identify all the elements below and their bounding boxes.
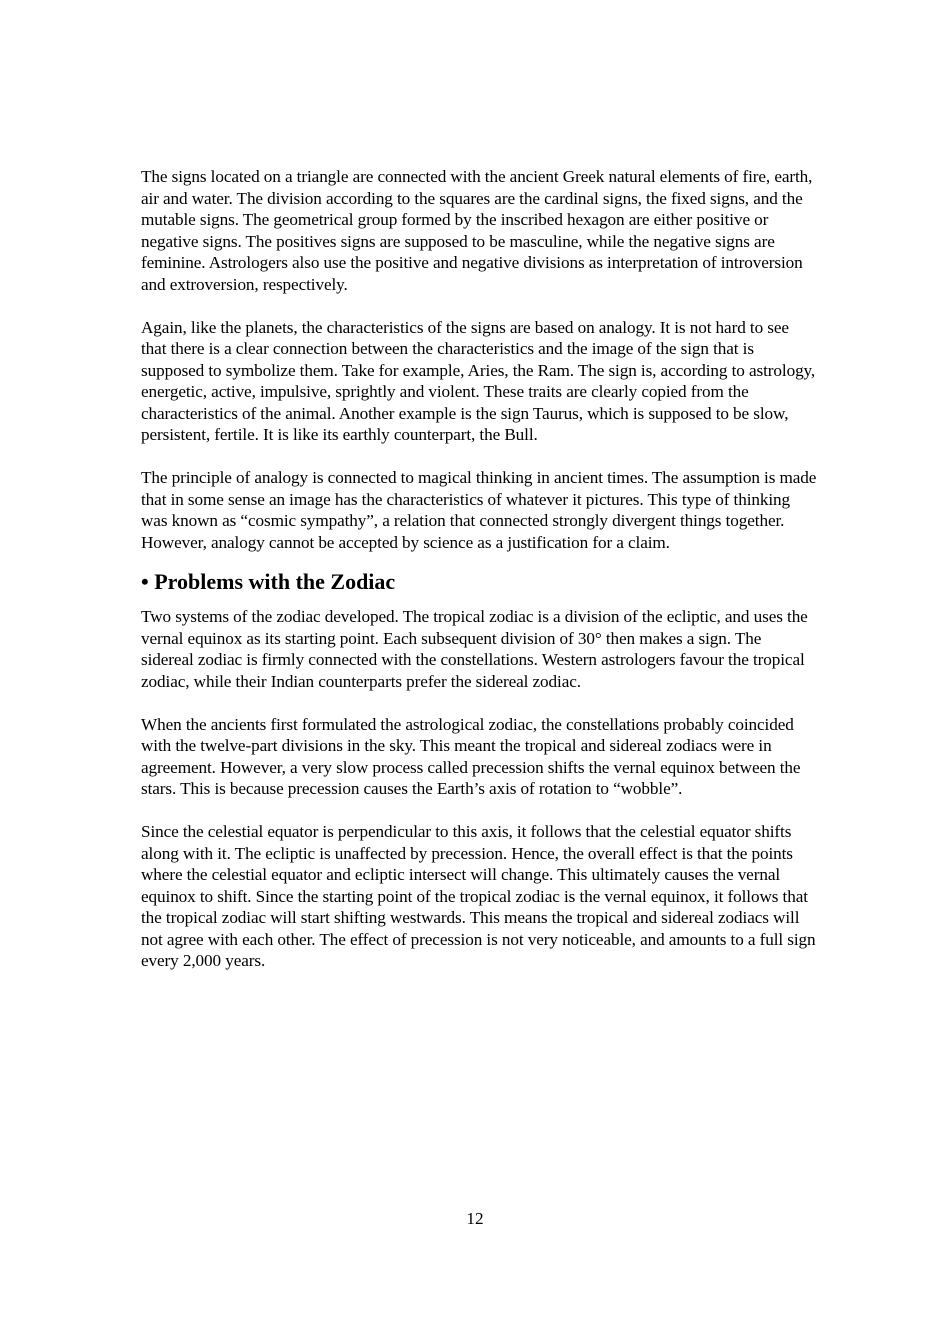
section-heading: • Problems with the Zodiac bbox=[141, 569, 396, 594]
paragraph-triangle-signs: The signs located on a triangle are connected with the ancient Greek natural elements of fire, earth, air and water. The division according to the squares are the cardinal signs, the fixed signs, and the mutable signs. The geometrical group formed by the inscribed hexagon are either positive or negative signs. The positives signs are supposed to be masculine, while the negative signs are feminine. Astrologers also use the positive and negative divisions as interpretation of introversion and extroversion, respectively. bbox=[141, 167, 813, 294]
paragraph-precession: When the ancients first formulated the astrological zodiac, the constellations probably coincided with the twelve-part divisions in the sky. This meant the tropical and sidereal zodiacs were in agreement. However, a very slow process called precession shifts the vernal equinox between the stars. This is because precession causes the Earth’s axis of rotation to “wobble”. bbox=[141, 714, 801, 798]
paragraph-magical-thinking: The principle of analogy is connected to magical thinking in ancient times. The assumption is made that in some sense an image has the characteristics of whatever it pictures. This type of thinking was known as “cosmic sympathy”, a relation that connected strongly divergent things together. However, analogy cannot be accepted by science as a justification for a claim. bbox=[141, 468, 817, 552]
paragraph-analogy: Again, like the planets, the characteristics of the signs are based on analogy. It is not hard to see that there is a clear connection between the characteristics and the image of the sign that is supposed to symbolize them. Take for example, Aries, the Ram. The sign is, according to astrology, energetic, active, impulsive, sprightly and violent. These traits are clearly copied from the characteristics of the animal. Another example is the sign Taurus, which is supposed to be slow, persistent, fertile. It is like its earthly counterpart, the Bull. bbox=[141, 317, 816, 444]
page-number: 12 bbox=[466, 1209, 484, 1228]
paragraph-spacer bbox=[141, 295, 817, 317]
page-content bbox=[141, 166, 817, 972]
paragraph-spacer bbox=[141, 692, 817, 714]
heading-spacer bbox=[141, 598, 817, 606]
paragraph-two-systems: Two systems of the zodiac developed. The tropical zodiac is a division of the ecliptic, and uses the vernal equinox as its starting point. Each subsequent division of 30° then makes a sign. The sidereal zodiac is firmly connected with the constellations. Western astrologers favour the tropical zodiac, while their Indian counterparts prefer the sidereal zodiac. bbox=[141, 607, 808, 691]
paragraph-spacer bbox=[141, 800, 817, 822]
paragraph-spacer bbox=[141, 446, 817, 468]
paragraph-celestial-equator: Since the celestial equator is perpendicular to this axis, it follows that the celestial equator shifts along with it. The ecliptic is unaffected by precession. Hence, the overall effect is that the points where the celestial equator and ecliptic intersect will change. This ultimately causes the vernal equinox to shift. Since the starting point of the tropical zodiac is the vernal equinox, it follows that the tropical zodiac will start shifting westwards. This means the tropical and sidereal zodiacs will not agree with each other. The effect of precession is not very noticeable, and amounts to a full sign every 2,000 years. bbox=[141, 822, 816, 970]
